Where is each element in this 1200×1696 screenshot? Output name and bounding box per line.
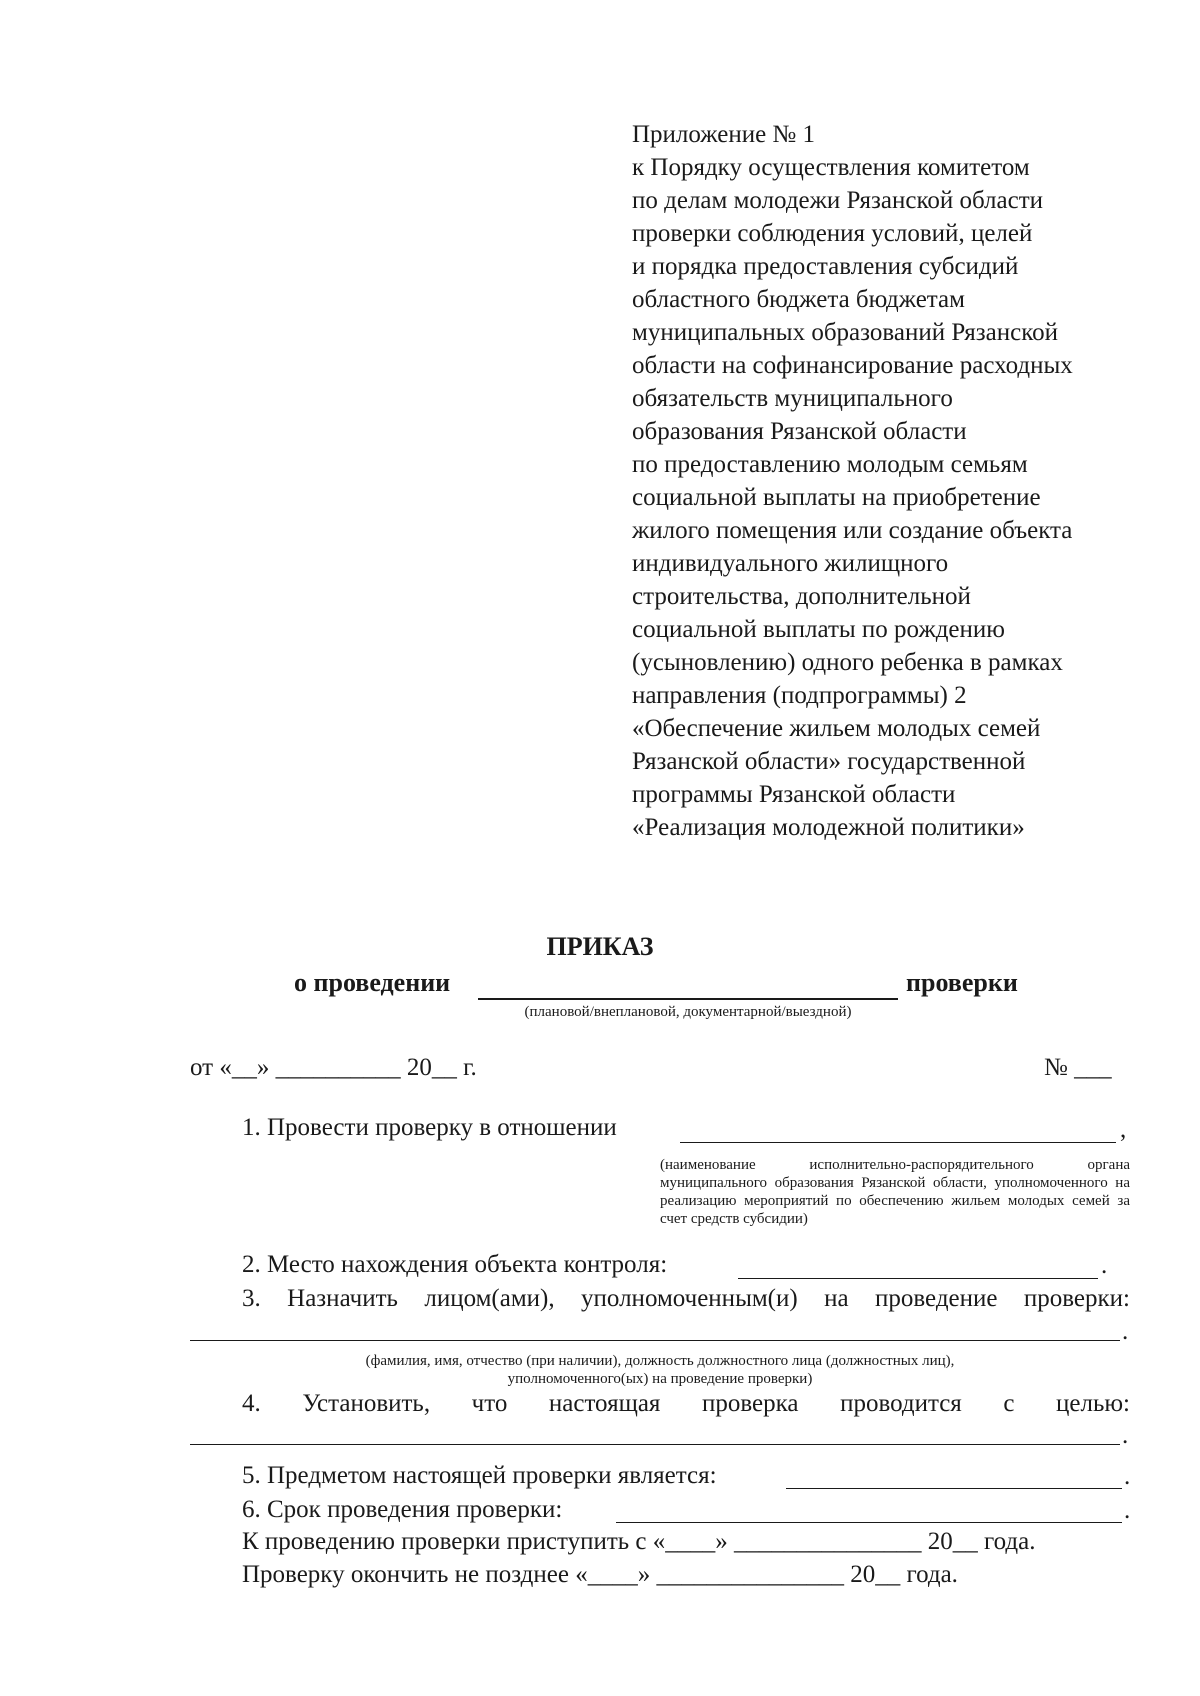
appendix-line: по делам молодежи Рязанской области (632, 187, 1044, 214)
appendix-line: (усыновлению) одного ребенка в рамках (632, 649, 1063, 676)
item-1-field[interactable] (680, 1142, 1116, 1143)
item-3-caption (190, 1352, 1130, 1388)
item-2-field[interactable] (738, 1278, 1098, 1279)
item-5-period: . (1124, 1463, 1131, 1490)
inspection-type-field[interactable] (478, 998, 898, 1000)
item-6-field[interactable] (616, 1522, 1122, 1523)
item-4-label: 4. Установить, что настоящая проверка проводится с целью: (242, 1390, 1130, 1417)
item-5-label: 5. Предметом настоящей проверки является: (242, 1462, 717, 1489)
appendix-line: жилого помещения или создание объекта (632, 517, 1073, 544)
order-date: от «__» __________ 20__ г. (190, 1054, 477, 1081)
item-2-label: 2. Место нахождения объекта контроля: (242, 1251, 668, 1278)
inspection-type-caption: (плановой/внеплановой, документарной/выездной) (524, 1004, 852, 1020)
appendix-line: образования Рязанской области (632, 418, 967, 445)
appendix-line: области на софинансирование расходных (632, 352, 1073, 379)
appendix-line: направления (подпрограммы) 2 (632, 682, 967, 709)
item-6-label: 6. Срок проведения проверки: (242, 1496, 563, 1523)
appendix-line: обязательств муниципального (632, 385, 953, 412)
appendix-line: и порядка предоставления субсидий (632, 253, 1019, 280)
subtitle-right: проверки (906, 968, 1018, 997)
appendix-line: областного бюджета бюджетам (632, 286, 965, 313)
item-3-field[interactable] (190, 1340, 1120, 1341)
item-6-period: . (1124, 1497, 1131, 1524)
subtitle-left: о проведении (294, 968, 451, 997)
appendix-line: социальной выплаты по рождению (632, 616, 1005, 643)
appendix-line: Приложение № 1 (632, 121, 816, 148)
appendix-line: к Порядку осуществления комитетом (632, 154, 1030, 181)
appendix-line: социальной выплаты на приобретение (632, 484, 1041, 511)
appendix-line: «Обеспечение жильем молодых семей (632, 715, 1041, 742)
appendix-line: Рязанской области» государственной (632, 748, 1026, 775)
appendix-line: «Реализация молодежной политики» (632, 814, 1025, 841)
appendix-line: строительства, дополнительной (632, 583, 971, 610)
item-3-caption-line-2: уполномоченного(ых) на проведение проверки) (507, 1371, 813, 1387)
item-3-label: 3. Назначить лицом(ами), уполномоченным(и) на проведение проверки: (242, 1285, 1130, 1312)
start-date-line: К проведению проверки приступить с «____» _______________ 20__ года. (242, 1528, 1036, 1555)
item-1-label: 1. Провести проверку в отношении (242, 1114, 617, 1141)
end-date-line: Проверку окончить не позднее «____» _______________ 20__ года. (242, 1561, 958, 1588)
item-4-period: . (1122, 1422, 1129, 1449)
order-number: № ___ (1044, 1054, 1112, 1081)
appendix-line: индивидуального жилищного (632, 550, 949, 577)
order-subtitle (0, 968, 1200, 1004)
item-4-field[interactable] (190, 1444, 1120, 1445)
appendix-line: программы Рязанской области (632, 781, 956, 808)
item-1-caption: (наименование исполнительно-распорядительного органа муниципального образования Рязанской области, уполномоченного на реализацию мероприятий по обеспечению жильем молодых семей за счет средств субсидии) (660, 1157, 1130, 1227)
item-3-period: . (1122, 1318, 1129, 1345)
item-5-field[interactable] (786, 1488, 1122, 1489)
appendix-line: муниципальных образований Рязанской (632, 319, 1058, 346)
item-1-comma: , (1120, 1116, 1127, 1143)
item-2-period: . (1101, 1252, 1108, 1279)
appendix-header (632, 118, 1152, 844)
appendix-line: по предоставлению молодым семьям (632, 451, 1028, 478)
order-title: ПРИКАЗ (546, 932, 654, 961)
item-3-caption-line-1: (фамилия, имя, отчество (при наличии), должность должностного лица (должностных лиц), (365, 1353, 955, 1369)
appendix-line: проверки соблюдения условий, целей (632, 220, 1033, 247)
